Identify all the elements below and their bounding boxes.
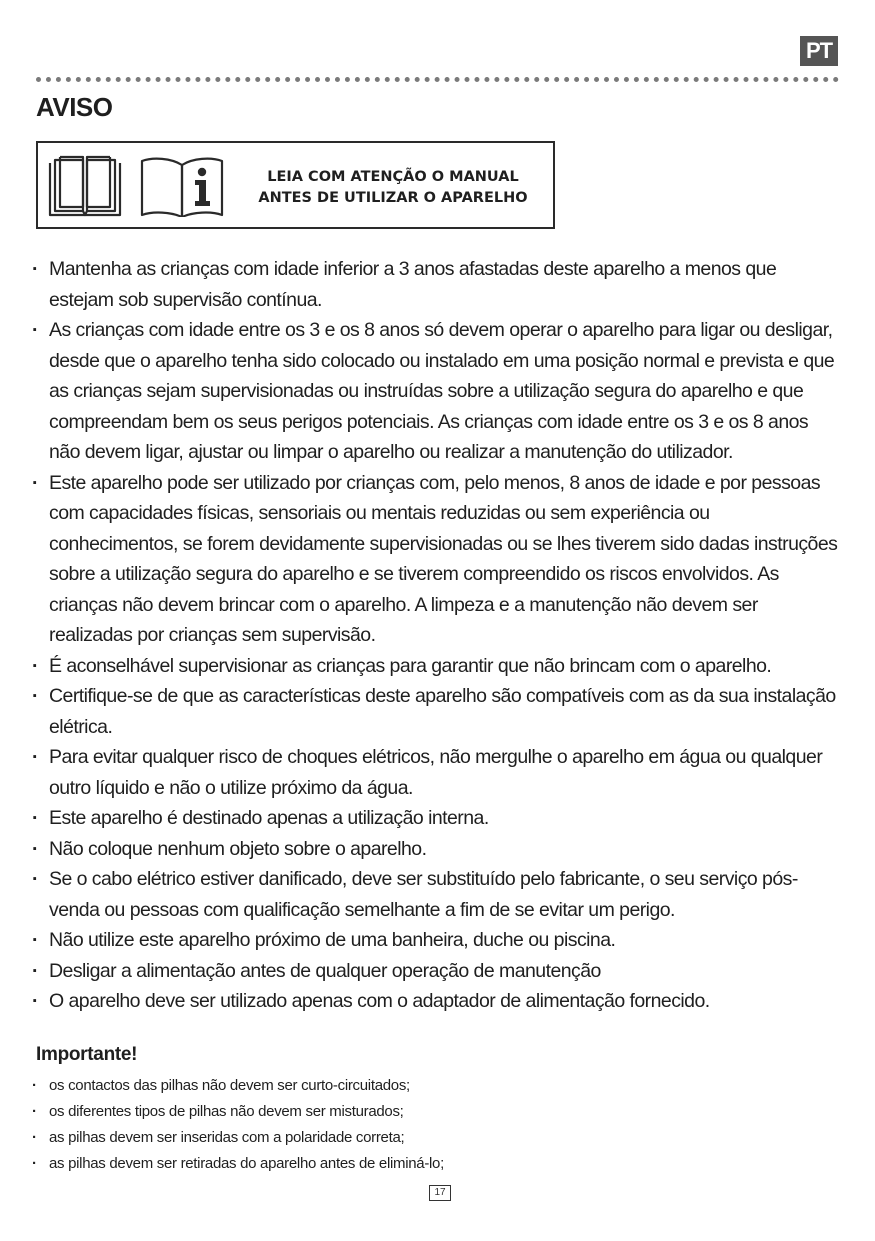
warning-item: · Não coloque nenhum objeto sobre o aparelho.: [32, 834, 842, 865]
battery-instruction-item: · as pilhas devem ser inseridas com a polaridade correta;: [32, 1125, 832, 1151]
warning-item: · É aconselhável supervisionar as crianças para garantir que não brincam com o aparelho.: [32, 651, 842, 682]
warning-item: · Mantenha as crianças com idade inferior a 3 anos afastadas deste aparelho a menos que estejam sob supervisão contínua.: [32, 254, 842, 315]
book-icon: [48, 155, 122, 217]
warning-item: · Não utilize este aparelho próximo de uma banheira, duche ou piscina.: [32, 925, 842, 956]
battery-instruction-item: · os diferentes tipos de pilhas não devem ser misturados;: [32, 1099, 832, 1125]
info-icon: [139, 155, 225, 217]
warning-item: · Desligar a alimentação antes de qualquer operação de manutenção: [32, 956, 842, 987]
dotted-divider: [36, 77, 839, 82]
page-number: 17: [429, 1185, 451, 1201]
important-heading: Importante!: [36, 1044, 138, 1065]
warning-item: · Este aparelho é destinado apenas a utilização interna.: [32, 803, 842, 834]
warning-item: · Se o cabo elétrico estiver danificado, deve ser substituído pelo fabricante, o seu serviço pós-venda ou pessoas com qualificação semelhante a fim de se evitar um perigo.: [32, 864, 842, 925]
warning-item: · Certifique-se de que as características deste aparelho são compatíveis com as da sua instalação elétrica.: [32, 681, 842, 742]
warning-item: · As crianças com idade entre os 3 e os 8 anos só devem operar o aparelho para ligar ou desligar, desde que o aparelho tenha sido colocado ou instalado em uma posição normal e prevista e que as crianças sejam supervisionadas ou instruídas sobre a utilização segura do aparelho e que compreendam bem os seus perigos potenciais. As crianças com idade entre os 3 e os 8 anos não devem ligar, ajustar ou limpar o aparelho ou realizar a manutenção do utilizador.: [32, 315, 842, 468]
language-badge: PT: [800, 36, 838, 66]
battery-instructions-list: [32, 1073, 832, 1177]
warning-item: · O aparelho deve ser utilizado apenas com o adaptador de alimentação fornecido.: [32, 986, 842, 1017]
warning-item: · Para evitar qualquer risco de choques elétricos, não mergulhe o aparelho em água ou qualquer outro líquido e não o utilize próximo da água.: [32, 742, 842, 803]
notice-text: [243, 167, 543, 209]
battery-instruction-item: · as pilhas devem ser retiradas do aparelho antes de eliminá-lo;: [32, 1151, 832, 1177]
notice-line-1: LEIA COM ATENÇÃO O MANUAL: [267, 169, 519, 185]
page-title: AVISO: [36, 92, 113, 122]
battery-instruction-item: · os contactos das pilhas não devem ser curto-circuitados;: [32, 1073, 832, 1099]
notice-line-2: ANTES DE UTILIZAR O APARELHO: [258, 190, 528, 206]
read-manual-notice: [36, 141, 555, 229]
warning-item: · Este aparelho pode ser utilizado por crianças com, pelo menos, 8 anos de idade e por pessoas com capacidades físicas, sensoriais ou mentais reduzidas ou sem experiência ou conhecimentos, se forem devidamente supervisionadas ou se lhes tiverem sido dadas instruções sobre a utilização segura do aparelho e se tiverem compreendido os riscos envolvidos. As crianças não devem brincar com o aparelho. A limpeza e a manutenção não devem ser realizadas por crianças sem supervisão.: [32, 468, 842, 651]
warnings-list: [32, 254, 842, 1017]
